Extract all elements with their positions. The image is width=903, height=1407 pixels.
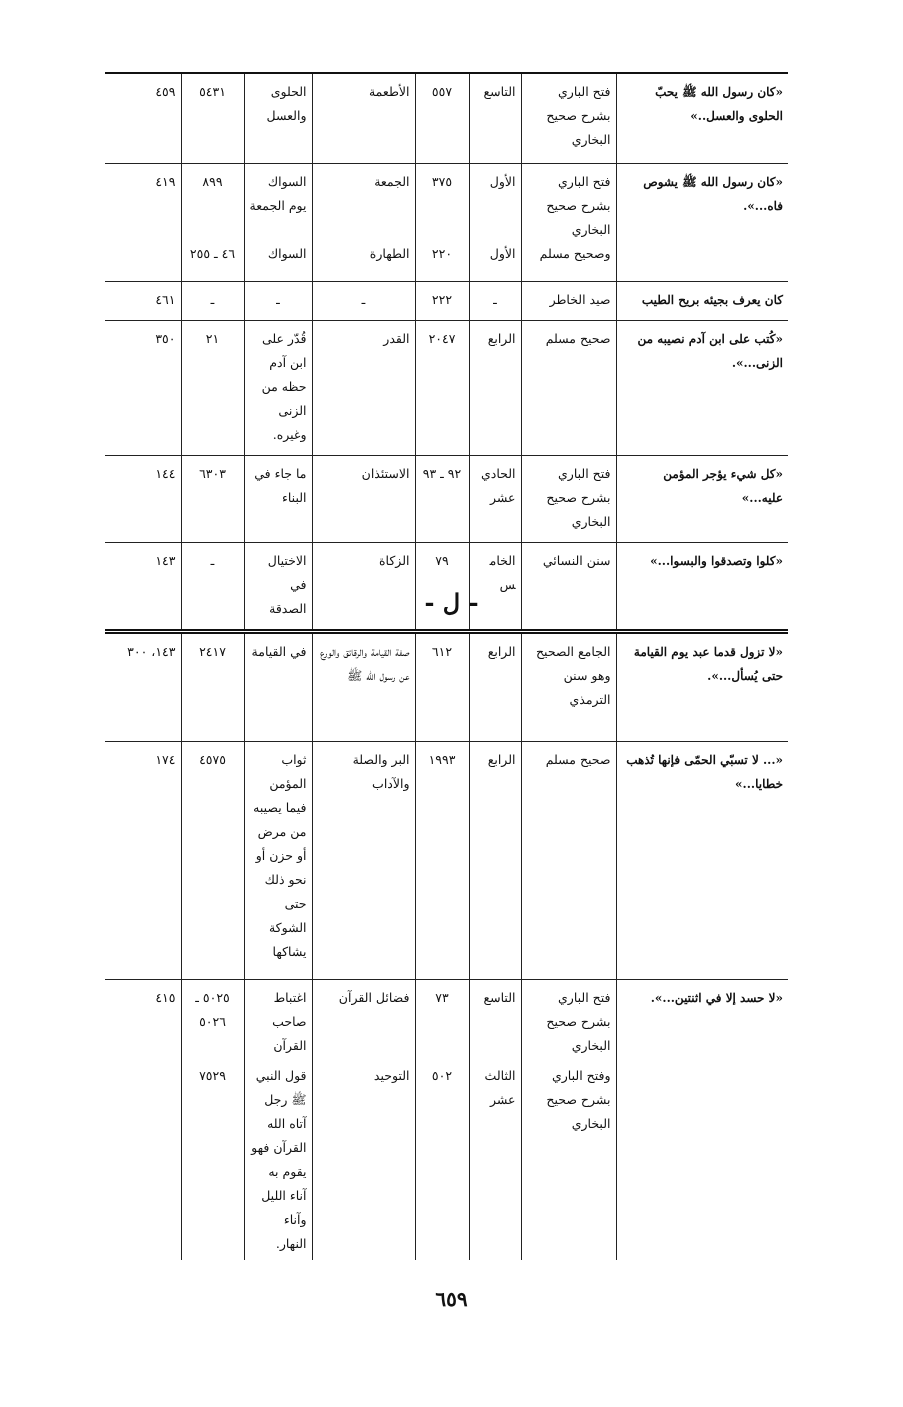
number-cell: ٦٣٠٣ [181, 455, 244, 542]
source-b: وفتح الباري بشرح صحيح البخاري [546, 1067, 611, 1131]
number-a: ٥٠٢٥ ـ ٥٠٢٦ [195, 989, 230, 1029]
book-cell [312, 979, 415, 1260]
chapter-b: السواك [267, 245, 307, 261]
hadith-text: «لا حسد إلا في اثنتين...». [616, 979, 788, 1260]
source-cell: فتح الباري بشرح صحيح البخاري [521, 73, 616, 163]
number-cell: ٢٤١٧ [181, 633, 244, 741]
book-cell: الاستئذان [312, 455, 415, 542]
number-cell: ـ [181, 542, 244, 630]
hadith-text: «كُتب على ابن آدم نصيبه من الزنى...». [616, 320, 788, 455]
number-cell [181, 979, 244, 1260]
part-cell: الحادي عشر [469, 455, 521, 542]
source-cell [521, 163, 616, 281]
hadith-index-table-top [105, 72, 788, 631]
chapter-cell: قُدّر على ابن آدم حظه من الزنى وغيره. [244, 320, 312, 455]
chapter-cell: ثواب المؤمن فيما يصيبه من مرض أو حزن أو نحو ذلك حتى الشوكة يشاكها [244, 741, 312, 979]
hadith-text: «لا تزول قدما عبد يوم القيامة حتى يُسأل...». [616, 633, 788, 741]
part-cell: ـ [469, 281, 521, 320]
research-page-cell: ٣٥٠ [105, 320, 181, 455]
source-a: فتح الباري بشرح صحيح البخاري [546, 989, 611, 1053]
chapter-a: اغتباط صاحب القرآن [272, 989, 307, 1053]
page-cell: ٥٥٧ [415, 73, 469, 163]
part-cell: التاسع [469, 73, 521, 163]
source-cell: صحيح مسلم [521, 741, 616, 979]
table-row [105, 73, 788, 163]
number-b: ٧٥٢٩ [199, 1067, 226, 1083]
chapter-cell: في القيامة [244, 633, 312, 741]
research-page-cell: ٤٥٩ [105, 73, 181, 163]
page-b: ٥٠٢ [431, 1067, 453, 1083]
source-cell: صيد الخاطر [521, 281, 616, 320]
chapter-cell [244, 979, 312, 1260]
hadith-text: كان يعرف بجيئه بريح الطيب [616, 281, 788, 320]
hadith-text: «كل شيء يؤجر المؤمن عليه...» [616, 455, 788, 542]
research-page-cell: ١٤٣، ٣٠٠ [105, 633, 181, 741]
page-cell [415, 163, 469, 281]
chapter-cell: الحلوى والعسل [244, 73, 312, 163]
book-b: التوحيد [373, 1067, 410, 1083]
part-a: التاسع [483, 989, 516, 1005]
page-a: ٣٧٥ [431, 173, 453, 189]
book-b: الطهارة [369, 245, 410, 261]
book-cell: صفة القيامة والرقائق والورع عن رسول الله ﷺ [312, 633, 415, 741]
source-cell: فتح الباري بشرح صحيح البخاري [521, 455, 616, 542]
source-cell: صحيح مسلم [521, 320, 616, 455]
page-cell [415, 979, 469, 1260]
chapter-a: السواك يوم الجمعة [249, 173, 307, 213]
research-page-cell: ١٤٤ [105, 455, 181, 542]
source-cell: الجامع الصحيح وهو سنن الترمذي [521, 633, 616, 741]
section-letter-heading: - ل - [424, 588, 479, 617]
source-cell [521, 979, 616, 1260]
research-page-cell: ٤٦١ [105, 281, 181, 320]
page-cell: ٢٠٤٧ [415, 320, 469, 455]
number-cell: ٤٥٧٥ [181, 741, 244, 979]
page-b: ٢٢٠ [431, 245, 453, 261]
part-b: الثالث عشر [484, 1067, 516, 1107]
book-cell: الزكاة [312, 542, 415, 630]
table-row [105, 979, 788, 1260]
chapter-cell: ما جاء في البناء [244, 455, 312, 542]
part-cell: الخامس [469, 542, 521, 630]
table-row [105, 320, 788, 455]
table-row [105, 163, 788, 281]
part-cell: الرابع [469, 741, 521, 979]
hadith-text: «كان رسول الله ﷺ يشوص فاه...». [616, 163, 788, 281]
part-cell: الرابع [469, 633, 521, 741]
part-b: الأول [489, 245, 516, 261]
source-a: فتح الباري بشرح صحيح البخاري [546, 173, 611, 237]
chapter-cell [244, 163, 312, 281]
part-cell: الرابع [469, 320, 521, 455]
book-cell: البر والصلة والآداب [312, 741, 415, 979]
book-cell: الأطعمة [312, 73, 415, 163]
research-page-cell: ١٧٤ [105, 741, 181, 979]
hadith-index-table-bottom [105, 632, 788, 1260]
chapter-cell: ـ [244, 281, 312, 320]
table-row [105, 455, 788, 542]
book-cell: ـ [312, 281, 415, 320]
number-cell [181, 163, 244, 281]
book-cell [312, 163, 415, 281]
page-a: ٧٣ [435, 989, 449, 1005]
page-cell: ١٩٩٣ [415, 741, 469, 979]
number-cell: ٥٤٣١ [181, 73, 244, 163]
source-cell: سنن النسائي [521, 542, 616, 630]
chapter-cell: الاختيال في الصدقة [244, 542, 312, 630]
part-cell [469, 163, 521, 281]
research-page-cell: ١٤٣ [105, 542, 181, 630]
book-a: الجمعة [374, 173, 410, 189]
table-row [105, 741, 788, 979]
number-cell: ٢١ [181, 320, 244, 455]
book-cell: القدر [312, 320, 415, 455]
page-cell: ٧٩ [415, 542, 469, 630]
hadith-text: «... لا تسبّي الحمّى فإنها تُذهب خطايا...» [616, 741, 788, 979]
hadith-text: «كان رسول الله ﷺ يحبّ الحلوى والعسل..» [616, 73, 788, 163]
part-a: الأول [489, 173, 516, 189]
page-cell: ٩٢ ـ ٩٣ [415, 455, 469, 542]
table-row [105, 281, 788, 320]
table-row [105, 633, 788, 741]
page-number: ٦٥٩ [435, 1287, 468, 1311]
page-cell: ٦١٢ [415, 633, 469, 741]
page-cell: ٢٢٢ [415, 281, 469, 320]
book-a: فضائل القرآن [338, 989, 410, 1005]
number-b: ٤٦ ـ ٢٥٥ [189, 245, 236, 261]
source-b: وصحيح مسلم [539, 245, 611, 261]
number-a: ٨٩٩ [202, 173, 223, 189]
chapter-b: قول النبي ﷺ رجل آتاه الله القرآن فهو يقوم به آناء الليل وآناء النهار. [251, 1067, 307, 1251]
hadith-text: «كلوا وتصدقوا والبسوا...» [616, 542, 788, 630]
part-cell [469, 979, 521, 1260]
research-page-cell: ٤١٩ [105, 163, 181, 281]
number-cell: ـ [181, 281, 244, 320]
research-page-cell: ٤١٥ [105, 979, 181, 1260]
